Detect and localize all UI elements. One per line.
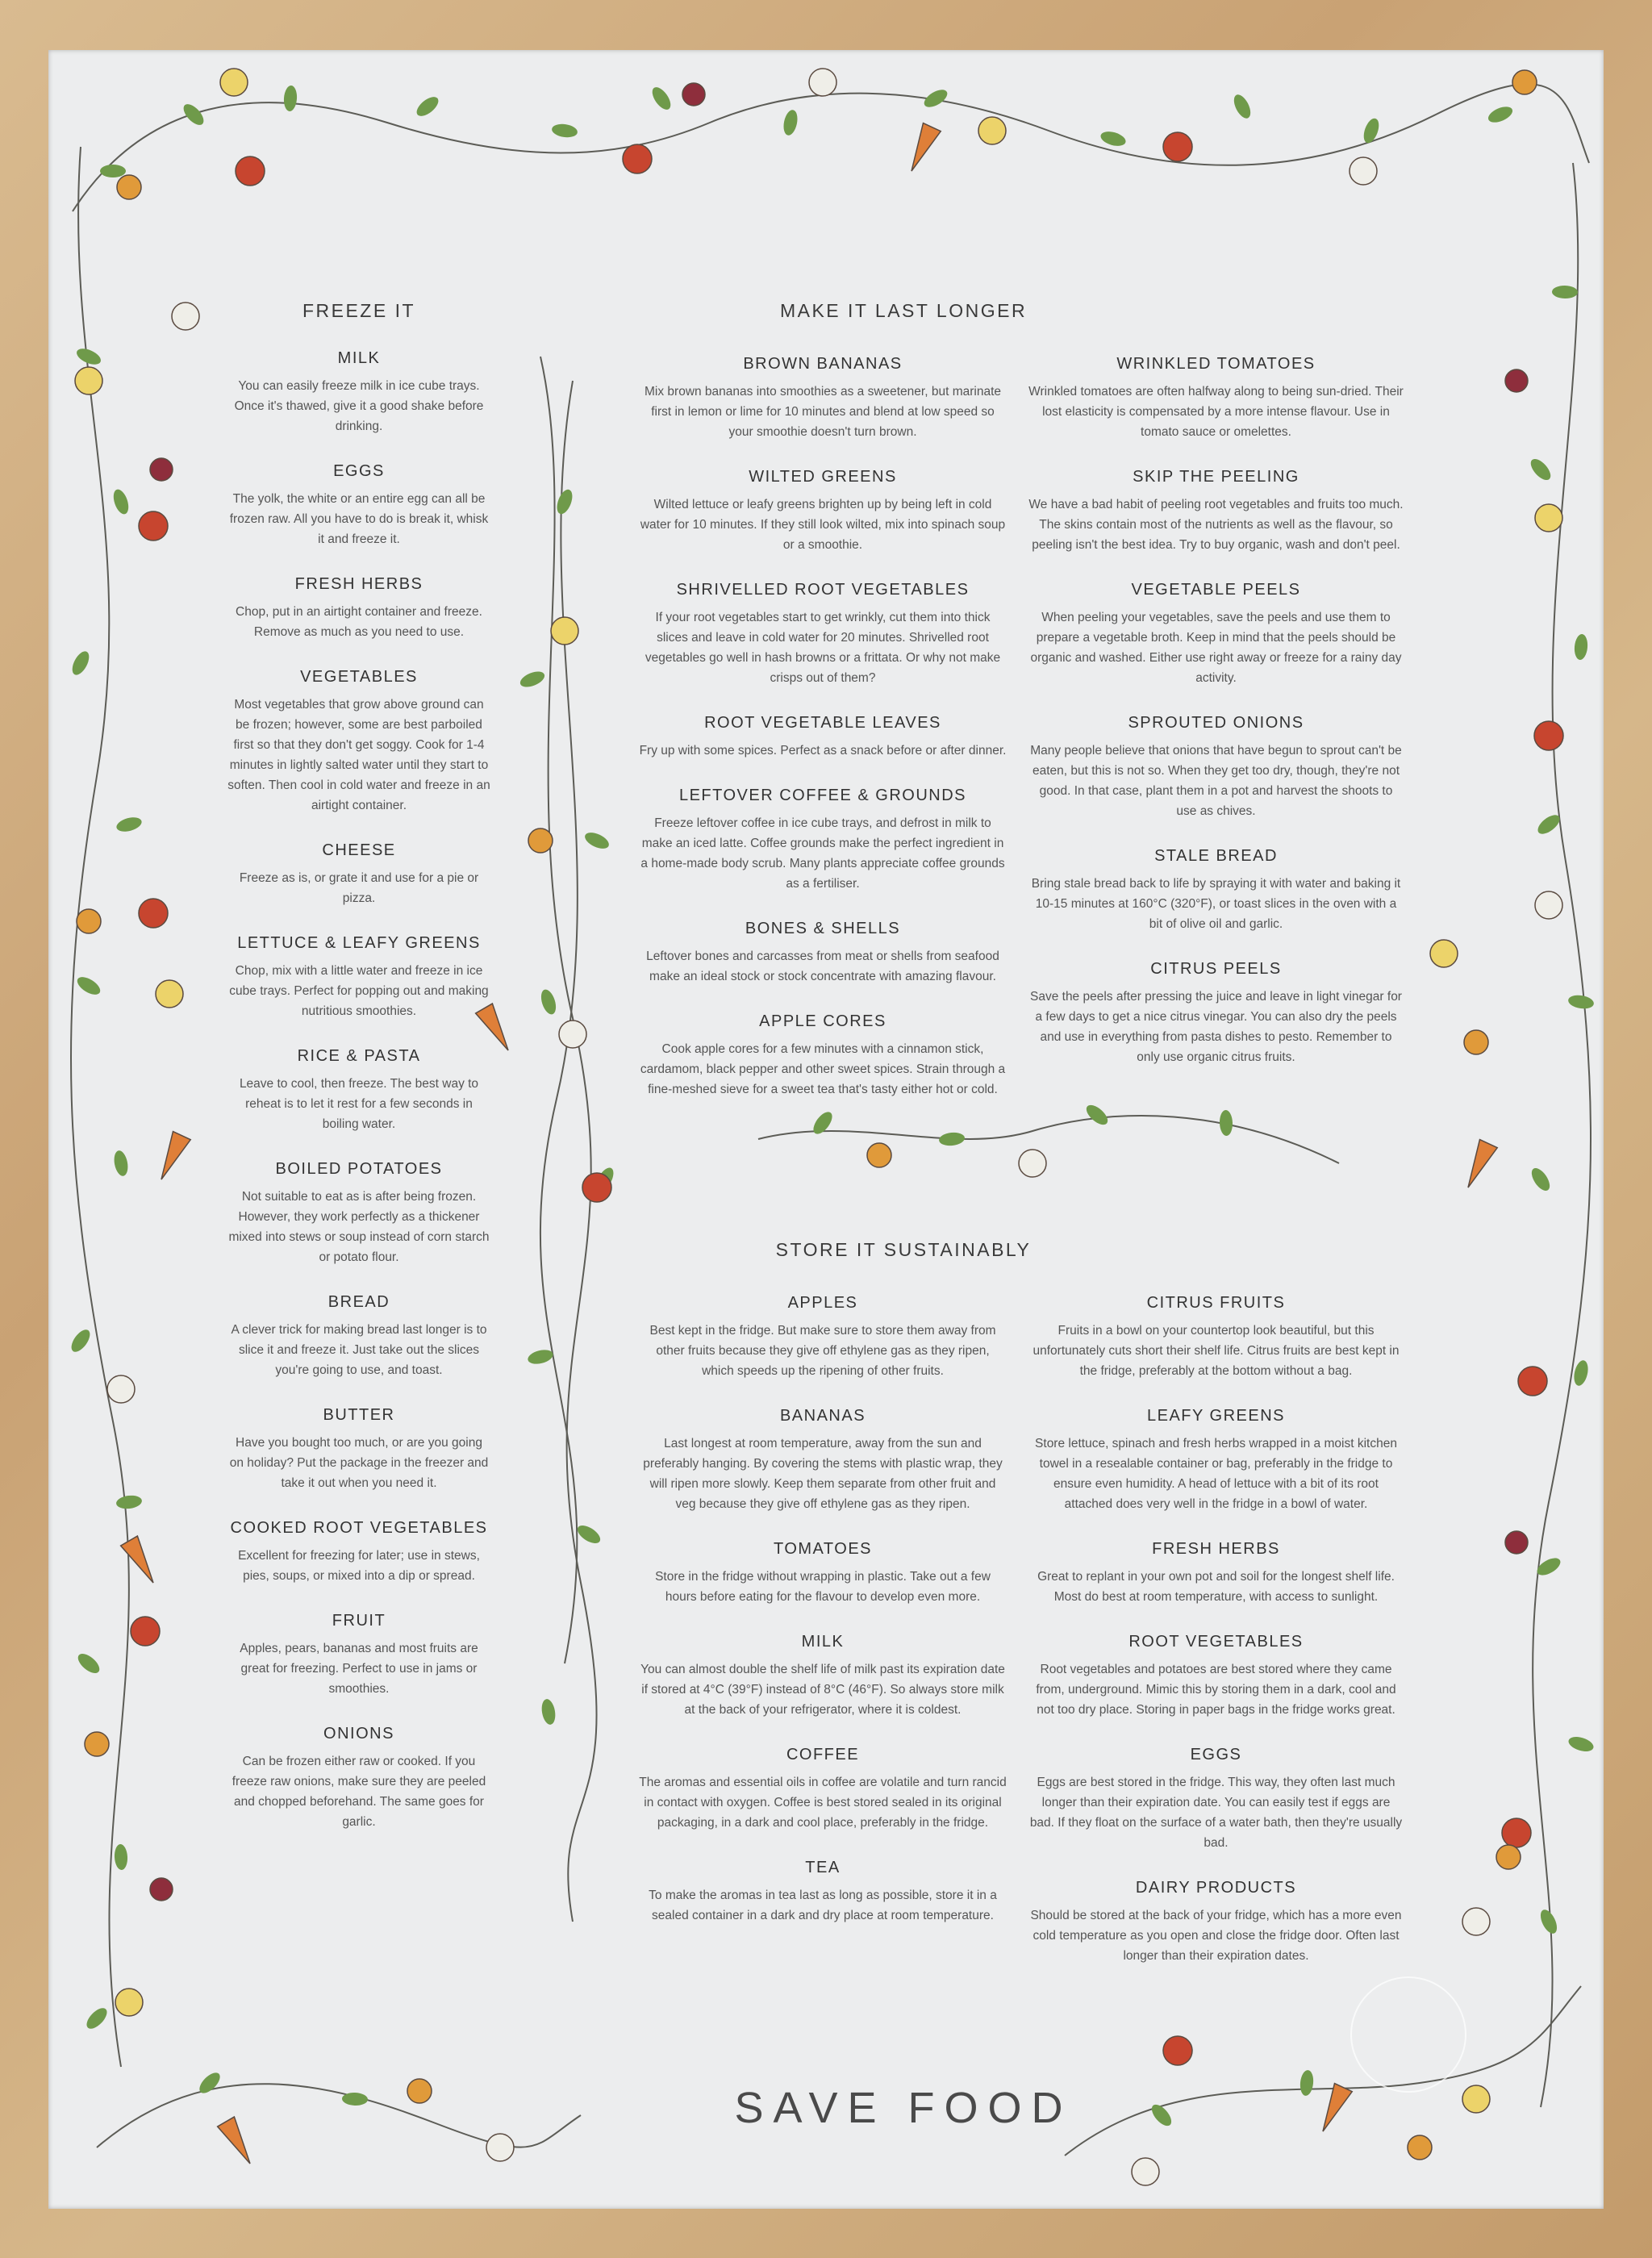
leaf-icon (554, 487, 575, 516)
tip-text: Not suitable to eat as is after being frozen. However, they work perfectly as a thickener mixed into stews or soup instead of corn starch or potato flour. (228, 1190, 490, 1264)
carrot-icon (218, 2117, 259, 2168)
leaf-icon (782, 109, 799, 137)
tip-item (227, 1047, 490, 1134)
tip-heading: LEAFY GREENS (1146, 1407, 1286, 1425)
tip-heading: WRINKLED TOMATOES (1116, 355, 1316, 373)
orange-icon (1464, 1030, 1488, 1054)
tip-text: If your root vegetables start to get wrinkly, cut them into thick slices and leave in cold water for 20 minutes. Shrivelled root vegetables go well in hash browns or a frittata. Or why not make crisps out of them? (645, 611, 1001, 685)
garlic-icon (1535, 891, 1562, 919)
garlic-icon (1350, 157, 1377, 185)
garlic-icon (107, 1375, 135, 1403)
leaf-icon (1566, 1734, 1595, 1755)
tip-text: When peeling your vegetables, save the peels and use them to prepare a vegetable broth. Keep in mind that the peels should be organic and washed. Either use right away or freeze for a rainy day activity. (1030, 611, 1402, 685)
tip-heading: BONES & SHELLS (745, 920, 901, 937)
tip-item (1028, 581, 1404, 688)
freeze-it-title: FREEZE IT (302, 300, 416, 321)
leaf-icon (574, 1522, 603, 1547)
orange-icon (85, 1732, 109, 1756)
tip-heading: LETTUCE & LEAFY GREENS (237, 934, 481, 952)
tip-text: Chop, mix with a little water and freeze in ice cube trays. Perfect for popping out and making nutritious smoothies. (229, 964, 489, 1018)
leaf-icon (1361, 116, 1382, 145)
tip-item (227, 1519, 490, 1586)
tip-text: You can easily freeze milk in ice cube trays. Once it's thawed, give it a good shake before drinking. (234, 379, 484, 433)
leaf-icon (115, 1494, 143, 1510)
tip-text: Mix brown bananas into smoothies as a sweetener, but marinate first in lemon or lime for 10 minutes and blend at low speed so your smoothie doesn't turn brown. (645, 385, 1001, 439)
tip-heading: MILK (801, 1633, 845, 1651)
tip-item (1028, 1540, 1404, 1607)
lemon-icon (1430, 940, 1458, 967)
freeze-it-column (227, 300, 490, 1858)
tip-heading: APPLES (787, 1294, 858, 1312)
tip-item (639, 1540, 1007, 1607)
tip-item (1028, 1407, 1404, 1514)
tip-item (227, 1612, 490, 1699)
leaf-icon (1537, 1907, 1560, 1936)
tip-text: Most vegetables that grow above ground can be frozen; however, some are best parboiled first so that they don't get soggy. Cook for 1-4 minutes in lightly salted water until they start to soften. Then cool in cold water and freeze in an airtight container. (227, 698, 490, 812)
tip-item (227, 934, 490, 1021)
tip-text: Freeze as is, or grate it and use for a pie or pizza. (239, 871, 479, 905)
tomato-icon (139, 899, 168, 928)
store-it-header (500, 1239, 1307, 1288)
tip-heading: EGGS (333, 462, 385, 480)
leaf-icon (938, 1131, 965, 1146)
tip-heading: ROOT VEGETABLES (1128, 1633, 1304, 1651)
tip-item (1028, 355, 1404, 442)
leaf-icon (75, 1651, 103, 1677)
tip-item (1028, 714, 1404, 821)
lemon-icon (156, 980, 183, 1008)
tip-heading: FRESH HERBS (294, 575, 423, 593)
tip-heading: VEGETABLE PEELS (1131, 581, 1301, 599)
tip-heading: BUTTER (323, 1406, 395, 1424)
lemon-icon (1535, 504, 1562, 532)
tip-text: Fry up with some spices. Perfect as a snack before or after dinner. (639, 744, 1007, 758)
orange-icon (1408, 2135, 1432, 2160)
tip-text: The aromas and essential oils in coffee are volatile and turn rancid in contact with oxygen. Coffee is best stored sealed in its original packaging, in a dark and cool place, preferably in the fridge. (639, 1776, 1007, 1830)
tip-heading: COFFEE (786, 1746, 860, 1763)
tip-heading: TEA (805, 1859, 841, 1876)
beet-icon (1505, 1531, 1528, 1554)
tip-item (1028, 1879, 1404, 1966)
vine-stem (1533, 163, 1591, 2107)
embossed-stamp (1350, 1976, 1466, 2093)
tip-text: Many people believe that onions that have begun to sprout can't be eaten, but this is not so. When they get too dry, though, they're not good. In that case, plant them in a pot and harvest the shoots to use as chives. (1030, 744, 1402, 818)
tip-item (639, 1633, 1007, 1720)
tip-item (1028, 960, 1404, 1067)
tip-text: Can be frozen either raw or cooked. If you freeze raw onions, make sure they are peeled and chopped beforehand. The same goes for garlic. (232, 1755, 486, 1829)
make-it-last-right-column (1028, 355, 1404, 1093)
tip-item (639, 468, 1007, 555)
store-it-left-column (639, 1294, 1007, 1951)
orange-icon (1512, 70, 1537, 94)
tip-text: Bring stale bread back to life by spraying it with water and baking it 10-15 minutes at 160°C (320°F), or toast slices in the oven with a bit of olive oil and garlic. (1031, 877, 1401, 931)
tip-text: Root vegetables and potatoes are best stored where they came from, underground. Mimic this by storing them in a dark, cool and not too dry place. Storing in paper bags in the fridge works great. (1036, 1663, 1396, 1717)
tip-heading: SKIP THE PEELING (1133, 468, 1299, 486)
orange-icon (407, 2079, 432, 2103)
leaf-icon (74, 974, 103, 999)
tip-text: A clever trick for making bread last longer is to slice it and freeze it. Just take out the slices you're going to use, and toast. (231, 1323, 487, 1377)
garlic-icon (172, 303, 199, 330)
orange-icon (528, 828, 553, 853)
tip-heading: APPLE CORES (759, 1012, 886, 1030)
tip-item (1028, 1294, 1404, 1381)
leaf-icon (1552, 286, 1578, 299)
tip-heading: TOMATOES (773, 1540, 873, 1558)
tip-heading: EGGS (1190, 1746, 1242, 1763)
make-it-last-header (500, 300, 1307, 349)
tip-item (639, 1012, 1007, 1100)
tip-heading: BOILED POTATOES (275, 1160, 443, 1178)
carrot-icon (903, 123, 941, 176)
tip-heading: BROWN BANANAS (743, 355, 903, 373)
beet-icon (682, 83, 705, 106)
tomato-icon (582, 1173, 611, 1202)
leaf-icon (1231, 92, 1254, 121)
make-it-last-left-column (639, 355, 1007, 1125)
vine-stem (73, 84, 1589, 211)
tip-heading: FRUIT (332, 1612, 386, 1630)
garlic-icon (1462, 1908, 1490, 1935)
garlic-icon (1019, 1150, 1046, 1177)
leaf-icon (527, 1347, 555, 1366)
tomato-icon (1502, 1818, 1531, 1847)
tip-text: Best kept in the fridge. But make sure to store them away from other fruits because they give off ethylene gas as they ripen, which speeds up the ripening of other fruits. (649, 1324, 996, 1378)
tip-item (639, 355, 1007, 442)
leaf-icon (114, 1844, 128, 1871)
tip-item (639, 581, 1007, 688)
tip-text: Save the peels after pressing the juice and leave in light vinegar for a few days to get a nice citrus vinegar. You can also dry the peels and use in everything from pasta dishes to pesto. Remember to only use organic citrus fruits. (1030, 990, 1402, 1064)
tip-heading: VEGETABLES (300, 668, 418, 686)
carrot-icon (1459, 1140, 1497, 1192)
tip-text: Should be stored at the back of your fridge, which has a more even cold temperature as you open and close the fridge door. Often last longer than their expiration dates. (1030, 1909, 1402, 1963)
leaf-icon (540, 1698, 557, 1726)
leaf-icon (115, 815, 143, 834)
tip-text: Chop, put in an airtight container and freeze. Remove as much as you need to use. (236, 605, 482, 639)
tomato-icon (1163, 2036, 1192, 2065)
tip-text: Fruits in a bowl on your countertop look beautiful, but this unfortunately cuts short their shelf life. Citrus fruits are best kept in the fridge, preferably at the bottom without a bag. (1032, 1324, 1400, 1378)
poster-paper (48, 50, 1604, 2209)
tip-text: We have a bad habit of peeling root vegetables and fruits too much. The skins contain most of the nutrients as well as the flavour, so peeling isn't the best idea. Try to buy organic, wash and don't peel. (1028, 498, 1404, 552)
leaf-icon (180, 101, 207, 128)
tip-item (227, 668, 490, 816)
leaf-icon (582, 829, 611, 852)
tomato-icon (1163, 132, 1192, 161)
lemon-icon (115, 1989, 143, 2016)
tip-item (227, 349, 490, 436)
tip-heading: MILK (337, 349, 381, 367)
leaf-icon (283, 85, 298, 111)
leaf-icon (69, 649, 92, 678)
tip-item (1028, 1746, 1404, 1853)
tip-text: Leftover bones and carcasses from meat or shells from seafood make an ideal stock or stock concentrate with amazing flavour. (646, 950, 999, 983)
poster-title: SAVE FOOD (734, 2084, 1073, 2132)
tip-item (1028, 468, 1404, 555)
leaf-icon (100, 165, 126, 177)
orange-icon (77, 909, 101, 933)
tomato-icon (131, 1617, 160, 1646)
vine-stem (71, 147, 129, 2067)
carrot-icon (1314, 2084, 1352, 2136)
tip-heading: STALE BREAD (1154, 847, 1278, 865)
lemon-icon (1462, 2085, 1490, 2113)
tip-text: Apples, pears, bananas and most fruits are great for freezing. Perfect to use in jams or smoothies. (240, 1642, 478, 1696)
tomato-icon (236, 157, 265, 186)
tip-item (639, 714, 1007, 761)
tip-item (227, 575, 490, 642)
tip-text: Excellent for freezing for later; use in stews, pies, soups, or mixed into a dip or spread. (238, 1549, 480, 1583)
leaf-icon (1572, 1359, 1591, 1388)
garlic-icon (559, 1020, 586, 1048)
leaf-icon (414, 94, 442, 120)
tip-text: Have you bought too much, or are you going on holiday? Put the package in the freezer and take it out when you need it. (229, 1436, 489, 1490)
tip-heading: SHRIVELLED ROOT VEGETABLES (676, 581, 970, 599)
tip-item (227, 1293, 490, 1380)
tip-text: You can almost double the shelf life of milk past its expiration date if stored at 4°C (39°F) instead of 8°C (46°F). So always store milk at the back of your refrigerator, where it is coldest. (640, 1663, 1005, 1717)
tip-heading: BREAD (327, 1293, 390, 1311)
lemon-icon (978, 117, 1006, 144)
tip-heading: RICE & PASTA (297, 1047, 421, 1065)
tomato-icon (623, 144, 652, 173)
tip-text: Cook apple cores for a few minutes with a cinnamon stick, cardamom, black pepper and other sweet spices. Strain through a fine-meshed sieve for a sweet tea that's tasty either hot or cold. (640, 1042, 1006, 1096)
beet-icon (150, 1878, 173, 1901)
tip-item (227, 841, 490, 908)
tip-text: Wrinkled tomatoes are often halfway along to being sun-dried. Their lost elasticity is compensated by a more intense flavour. Use in tomato sauce or omelettes. (1028, 385, 1404, 439)
tip-item (227, 1160, 490, 1267)
lemon-icon (75, 367, 102, 394)
garlic-icon (1132, 2158, 1159, 2185)
leaf-icon (74, 345, 103, 368)
tip-item (639, 1746, 1007, 1833)
tip-text: To make the aromas in tea last as long as possible, store it in a sealed container in a dark and dry place at room temperature. (649, 1889, 997, 1922)
carrot-icon (152, 1132, 190, 1184)
carrot-icon (121, 1536, 162, 1588)
tomato-icon (139, 511, 168, 541)
tip-heading: CITRUS FRUITS (1146, 1294, 1286, 1312)
tip-heading: ONIONS (323, 1725, 394, 1743)
tip-text: Last longest at room temperature, away from the sun and preferably hanging. By covering the stems with plastic wrap, they will ripen more slowly. Keep them separate from other fruit and veg because they give off ethylene gas as they ripen. (643, 1437, 1003, 1511)
orange-icon (1496, 1845, 1521, 1869)
leaf-icon (1099, 129, 1127, 148)
tip-item (639, 920, 1007, 987)
tip-text: Freeze leftover coffee in ice cube trays, and defrost in milk to make an iced latte. Coffee grounds make the perfect ingredient in a home-made body scrub. Many plants appreciate coffee grounds as a fertiliser. (640, 816, 1005, 891)
tip-text: Store in the fridge without wrapping in plastic. Take out a few hours before eating for the flavour to develop even more. (655, 1570, 991, 1604)
tip-text: Store lettuce, spinach and fresh herbs wrapped in a moist kitchen towel in a resealable container or bag, preferably in the fridge to ensure even humidity. A head of lettuce with a bit of its root attached does very well in the fridge in a bowl of water. (1035, 1437, 1397, 1511)
leaf-icon (551, 123, 578, 139)
lemon-icon (220, 69, 248, 96)
leaf-icon (649, 84, 674, 112)
leaf-icon (112, 1150, 130, 1177)
store-it-right-column (1028, 1294, 1404, 1992)
tip-item (639, 1294, 1007, 1381)
tip-heading: SPROUTED ONIONS (1128, 714, 1304, 732)
freeze-it-list (227, 349, 490, 1832)
lemon-icon (551, 617, 578, 645)
leaf-icon (83, 2005, 111, 2032)
tip-heading: DAIRY PRODUCTS (1135, 1879, 1297, 1897)
leaf-icon (111, 487, 131, 515)
tip-item (1028, 847, 1404, 934)
tip-item (639, 787, 1007, 894)
beet-icon (1505, 369, 1528, 392)
tip-heading: LEFTOVER COFFEE & GROUNDS (678, 787, 967, 804)
tip-heading: COOKED ROOT VEGETABLES (230, 1519, 488, 1537)
orange-icon (867, 1143, 891, 1167)
tip-text: The yolk, the white or an entire egg can all be frozen raw. All you have to do is break it, whisk it and freeze it. (229, 492, 489, 546)
tip-heading: FRESH HERBS (1152, 1540, 1280, 1558)
leaf-icon (1219, 1110, 1233, 1137)
leaf-icon (1527, 456, 1554, 483)
tip-item (227, 462, 490, 549)
garlic-icon (809, 69, 836, 96)
tip-item (227, 1725, 490, 1832)
garlic-icon (486, 2134, 514, 2161)
leaf-icon (1574, 633, 1589, 660)
tip-heading: CITRUS PEELS (1150, 960, 1282, 978)
tomato-icon (1534, 721, 1563, 750)
leaf-icon (538, 987, 558, 1016)
leaf-icon (1083, 1101, 1112, 1128)
store-it-title: STORE IT SUSTAINABLY (775, 1239, 1032, 1260)
tip-item (1028, 1633, 1404, 1720)
tip-text: Wilted lettuce or leafy greens brighten up by being left in cold water for 10 minutes. If they still look wilted, mix into spinach soup or a smoothie. (640, 498, 1006, 552)
orange-icon (117, 175, 141, 199)
tip-heading: BANANAS (779, 1407, 866, 1425)
tip-item (227, 1406, 490, 1493)
tip-text: Great to replant in your own pot and soil for the longest shelf life. Most do best at room temperature, with access to sunlight. (1037, 1570, 1395, 1604)
tip-heading: ROOT VEGETABLE LEAVES (704, 714, 941, 732)
leaf-icon (1486, 103, 1515, 125)
tip-heading: WILTED GREENS (749, 468, 897, 486)
tip-item (639, 1407, 1007, 1514)
tomato-icon (1518, 1367, 1547, 1396)
leaf-icon (1528, 1165, 1553, 1193)
make-it-last-title: MAKE IT LAST LONGER (779, 300, 1028, 321)
tip-item (639, 1859, 1007, 1926)
beet-icon (150, 458, 173, 481)
leaf-icon (1567, 994, 1595, 1011)
tip-text: Leave to cool, then freeze. The best way to reheat is to let it rest for a few seconds in boiling water. (239, 1077, 479, 1131)
tip-text: Eggs are best stored in the fridge. This way, they often last much longer than their expiration date. You can easily test if eggs are bad. If they float on the surface of a water bath, then they're usually bad. (1029, 1776, 1403, 1850)
leaf-icon (68, 1326, 94, 1354)
leaf-icon (518, 669, 547, 691)
tip-heading: CHEESE (322, 841, 396, 859)
